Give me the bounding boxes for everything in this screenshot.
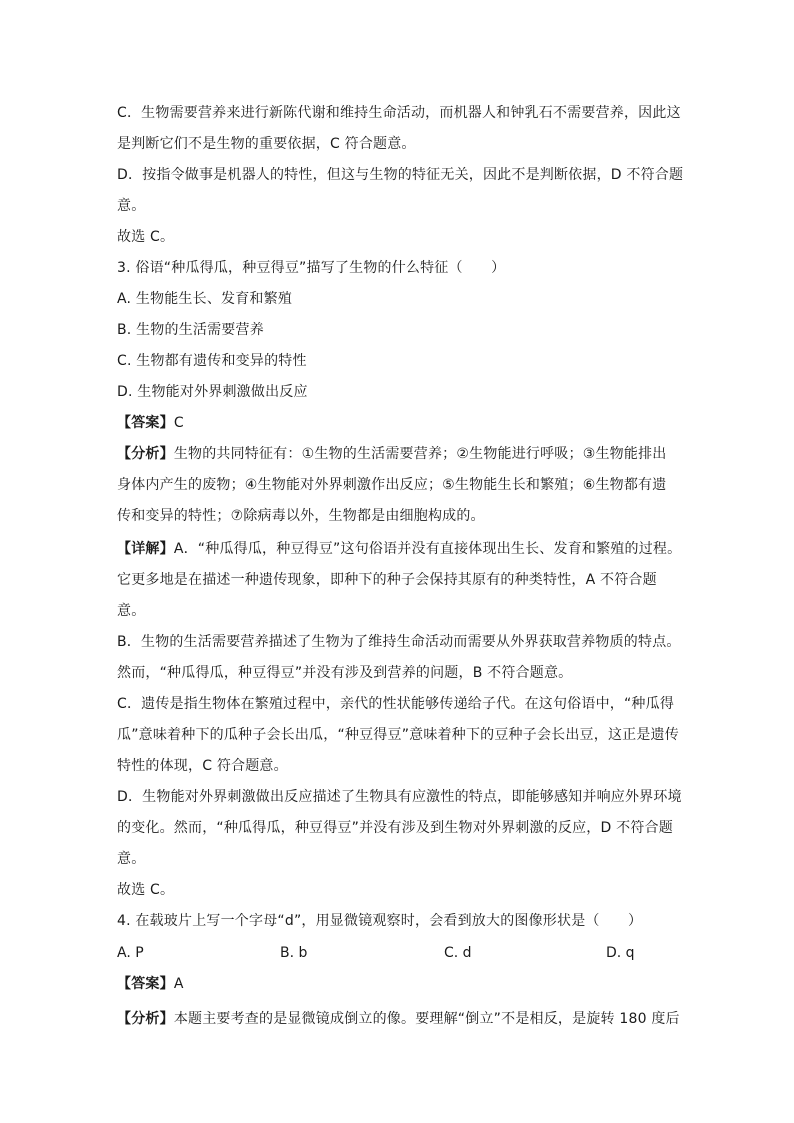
text-line: 意。 bbox=[117, 603, 146, 619]
question-3-option-c: C. 生物都有遗传和变异的特性 bbox=[117, 353, 307, 369]
analysis-text: 生物的共同特征有：①生物的生活需要营养；②生物能进行呼吸；③生物能排出 bbox=[173, 446, 667, 462]
analysis-label: 【分析】 bbox=[117, 1011, 174, 1027]
question-3-option-b: B. 生物的生活需要营养 bbox=[117, 322, 264, 338]
text-line: 瓜”意味着种下的瓜种子会长出瓜，“种豆得豆”意味着种下的豆种子会长出豆，这正是遗传 bbox=[117, 727, 679, 743]
question-3-option-d: D. 生物能对外界刺激做出反应 bbox=[117, 384, 308, 400]
answer-value: A bbox=[173, 976, 184, 992]
text-line: D．生物能对外界刺激做出反应描述了生物具有应激性的特点，即能够感知并响应外界环境 bbox=[117, 789, 682, 805]
text-line: 特性的体现，C 符合题意。 bbox=[117, 758, 288, 774]
answer-value: C bbox=[173, 415, 184, 431]
text-line: 的变化。然而，“种瓜得瓜，种豆得豆”并没有涉及到生物对外界刺激的反应，D 不符合题 bbox=[117, 820, 673, 836]
text-line: 它更多地是在描述一种遗传现象，即种下的种子会保持其原有的种类特性，A 不符合题 bbox=[117, 572, 657, 588]
answer-line bbox=[117, 974, 184, 994]
question-3-stem: 3. 俗语“种瓜得瓜，种豆得豆”描写了生物的什么特征（ ） bbox=[117, 260, 506, 276]
text-line: B．生物的生活需要营养描述了生物为了维持生命活动而需要从外界获取营养物质的特点。 bbox=[117, 634, 681, 650]
answer-label: 【答案】 bbox=[117, 976, 174, 992]
text-line: 故选 C。 bbox=[117, 229, 175, 245]
text-line: 意。 bbox=[117, 198, 146, 214]
text-line: 然而，“种瓜得瓜，种豆得豆”并没有涉及到营养的问题，B 不符合题意。 bbox=[117, 665, 573, 681]
detail-text: A．“种瓜得瓜，种豆得豆”这句俗语并没有直接体现出生长、发育和繁殖的过程。 bbox=[173, 541, 682, 557]
question-4-option-b: B. b bbox=[280, 945, 308, 961]
text-line: D．按指令做事是机器人的特性，但这与生物的特征无关，因此不是判断依据，D 不符合题 bbox=[117, 167, 684, 183]
analysis-line bbox=[117, 1009, 680, 1029]
analysis-line bbox=[117, 444, 666, 464]
text-line: 身体内产生的废物；④生物能对外界刺激作出反应；⑤生物能生长和繁殖；⑥生物都有遗 bbox=[117, 477, 667, 493]
text-line: 传和变异的特性；⑦除病毒以外，生物都是由细胞构成的。 bbox=[117, 508, 485, 524]
analysis-text: 本题主要考查的是显微镜成倒立的像。要理解“倒立”不是相反，是旋转 180 度后 bbox=[173, 1011, 680, 1027]
detail-line bbox=[117, 539, 681, 559]
analysis-label: 【分析】 bbox=[117, 446, 174, 462]
question-4-option-d: D. q bbox=[606, 945, 635, 961]
question-3-option-a: A. 生物能生长、发育和繁殖 bbox=[117, 291, 293, 307]
answer-label: 【答案】 bbox=[117, 415, 174, 431]
text-line: 是判断它们不是生物的重要依据，C 符合题意。 bbox=[117, 136, 416, 152]
question-4-option-c: C. d bbox=[444, 945, 472, 961]
question-4-stem: 4. 在载玻片上写一个字母“d”，用显微镜观察时，会看到放大的图像形状是（ ） bbox=[117, 913, 643, 929]
text-line: C．生物需要营养来进行新陈代谢和维持生命活动，而机器人和钟乳石不需要营养，因此这 bbox=[117, 105, 681, 121]
detail-label: 【详解】 bbox=[117, 541, 174, 557]
text-line: C．遗传是指生物体在繁殖过程中，亲代的性状能够传递给子代。在这句俗语中，“种瓜得 bbox=[117, 696, 675, 712]
answer-line bbox=[117, 413, 184, 433]
question-4-option-a: A. P bbox=[117, 945, 144, 961]
text-line: 故选 C。 bbox=[117, 882, 175, 898]
text-line: 意。 bbox=[117, 851, 146, 867]
